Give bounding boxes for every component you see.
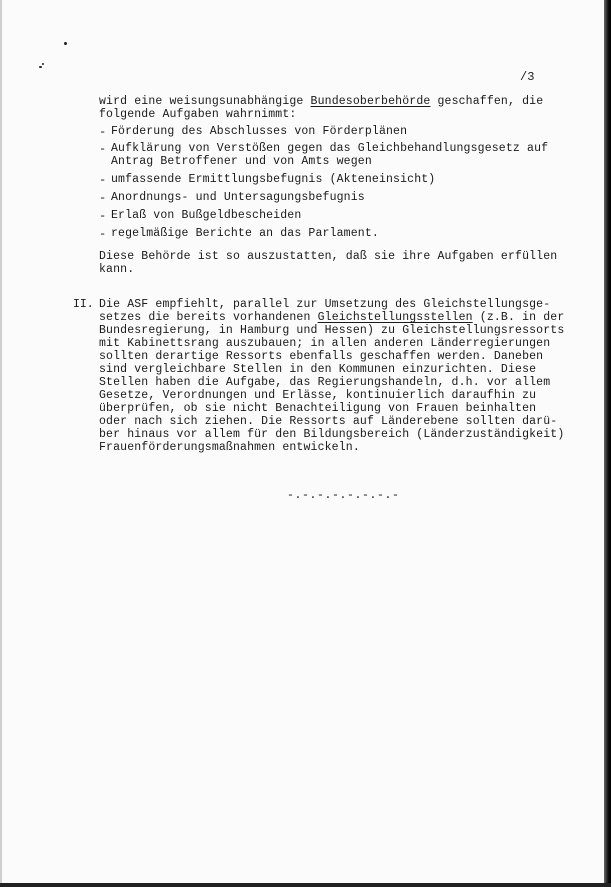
paragraph-line: sind vergleichbare Stellen in den Kommunen einzurichten. Diese xyxy=(99,363,537,376)
scan-speck xyxy=(39,66,42,68)
list-item-text: Förderung des Abschlusses von Förderplänen xyxy=(111,125,408,138)
paragraph-line: Frauenförderungsmaßnahmen entwickeln. xyxy=(99,441,360,454)
scan-speck xyxy=(42,63,44,65)
bullet-marker: - xyxy=(99,191,107,205)
underlined-term: Gleichstellungsstellen xyxy=(317,311,473,324)
scan-bottom-edge xyxy=(0,883,611,887)
intro-text: wird eine weisungsunabhängige xyxy=(99,95,311,108)
scan-left-edge xyxy=(0,0,2,887)
intro-line-2: folgende Aufgaben wahrnimmt: xyxy=(99,108,297,121)
bullet-marker: - xyxy=(99,173,107,187)
list-item-text: Aufklärung von Verstößen gegen das Gleichbehandlungsgesetz auf xyxy=(111,142,549,155)
scan-right-edge xyxy=(604,0,611,887)
paragraph-text: setzes die bereits vorhandenen xyxy=(99,311,318,324)
bullet-marker: - xyxy=(99,125,107,139)
paragraph-line: überprüfen, ob sie nicht Benachteiligung von Frauen beinhalten xyxy=(99,402,537,415)
paragraph-line xyxy=(99,311,564,325)
underlined-term: Bundesoberbehörde xyxy=(310,95,431,108)
list-item-text: umfassende Ermittlungsbefugnis (Akteneinsicht) xyxy=(111,173,436,186)
paragraph-line: Gesetze, Verordnungen und Erlässe, kontinuierlich daraufhin zu xyxy=(99,389,537,402)
closing-line-1: Diese Behörde ist so auszustatten, daß sie ihre Aufgaben erfüllen xyxy=(99,250,558,263)
intro-line-1 xyxy=(99,95,543,109)
list-item-text: Antrag Betroffener und von Amts wegen xyxy=(111,155,372,168)
paragraph-line: Bundesregierung, in Hamburg und Hessen) zu Gleichstellungsressorts xyxy=(99,324,565,337)
bullet-marker: - xyxy=(99,227,107,241)
paragraph-line: Stellen haben die Aufgabe, das Regierungshandeln, d.h. vor allem xyxy=(99,376,551,389)
paragraph-text: (z.B. in der xyxy=(472,311,565,324)
page-number: /3 xyxy=(520,70,535,84)
paragraph-line: Die ASF empfiehlt, parallel zur Umsetzung des Gleichstellungsge- xyxy=(99,298,551,311)
scan-speck xyxy=(64,42,67,45)
paragraph-line: oder nach sich ziehen. Die Ressorts auf Länderebene sollten darü- xyxy=(99,415,558,428)
paragraph-line: ber hinaus vor allem für den Bildungsbereich (Länderzuständigkeit) xyxy=(99,428,565,441)
paragraph-line: sollten derartige Ressorts ebenfalls geschaffen werden. Daneben xyxy=(99,350,544,363)
closing-line-2: kann. xyxy=(99,263,135,276)
list-item-text: regelmäßige Berichte an das Parlament. xyxy=(111,227,379,240)
intro-text: geschaffen, die xyxy=(430,95,544,108)
bullet-marker: - xyxy=(99,142,107,156)
bullet-marker: - xyxy=(99,209,107,223)
paragraph-line: mit Kabinettsrang auszubauen; in allen anderen Länderregierungen xyxy=(99,337,551,350)
section-separator: -.-.-.-.-.-.-.- xyxy=(287,489,400,502)
section-numeral: II. xyxy=(73,298,94,311)
list-item-text: Erlaß von Bußgeldbescheiden xyxy=(111,209,302,222)
list-item-text: Anordnungs- und Untersagungsbefugnis xyxy=(111,191,365,204)
